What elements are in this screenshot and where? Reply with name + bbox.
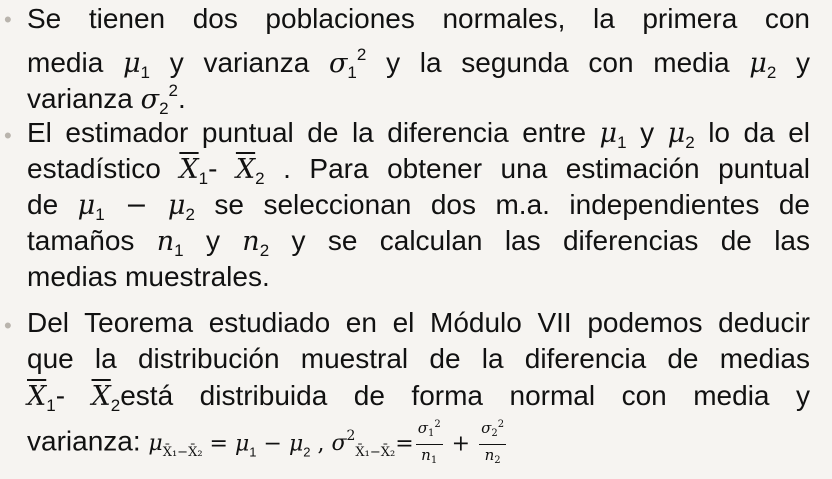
bullet-2-line-2: estadístico $\overline{X}_1-$ $\overline{X}_2$ . Para obtener una estimación puntual [27, 153, 810, 188]
bullet-marker: • [4, 313, 12, 338]
bullet-1-line-3: varianza $\sigma_2^2$. [27, 81, 186, 118]
fraction-2: $\frac{\sigma_2^2}{n_2}$ [481, 419, 505, 466]
bullet-3-line-2: que la distribución muestral de la diferencia de medias [27, 343, 810, 374]
bullet-3-line-3: $\overline{X}_1-$ $\overline{X}_2está$ distribuida de forma normal con media y [27, 380, 810, 415]
bullet-1-line-1: Se tienen dos poblaciones normales, la primera con [27, 3, 810, 34]
bullet-1-line-2: media $\mu_1$ y varianza $\sigma_1^2$ y la segunda con media $\mu_2$ y [27, 45, 811, 82]
bullet-3-line-1: Del Teorema estudiado en el Módulo VII podemos deducir [27, 307, 810, 338]
bullet-marker: • [4, 123, 12, 148]
bullet-2-line-1: El estimador puntual de la diferencia entre $\mu_1$ y $\mu_2$ lo da el [27, 117, 810, 152]
bullet-2-line-5: medias muestrales. [27, 261, 270, 292]
bullet-marker: • [4, 7, 12, 32]
bullet-2-line-3: de $\mu_1 - \mu_2$ se seleccionan dos m.a. independientes de [27, 189, 810, 224]
variance-formula: $\sigma^2_{X̄_1-X̄_2}$ [331, 428, 396, 461]
bullet-3-line-4: varianza: $\mu_{X̄_1-X̄_2} = \mu_1 - \mu_2$ , $\sigma^2_{X̄_1-X̄_2}=$ $\frac{\sigma_1^2}{n_1}$ + $\frac{\sigma_2^2}{n_2}$ [27, 417, 810, 465]
fraction-1: $\frac{\sigma_1^2}{n_1}$ [417, 419, 441, 466]
bullet-2-line-4: tamaños $n_1$ y $n_2$ y se calculan las diferencias de las [27, 225, 810, 260]
mean-formula: $\mu_{X̄_1-X̄_2}$ [148, 431, 203, 461]
